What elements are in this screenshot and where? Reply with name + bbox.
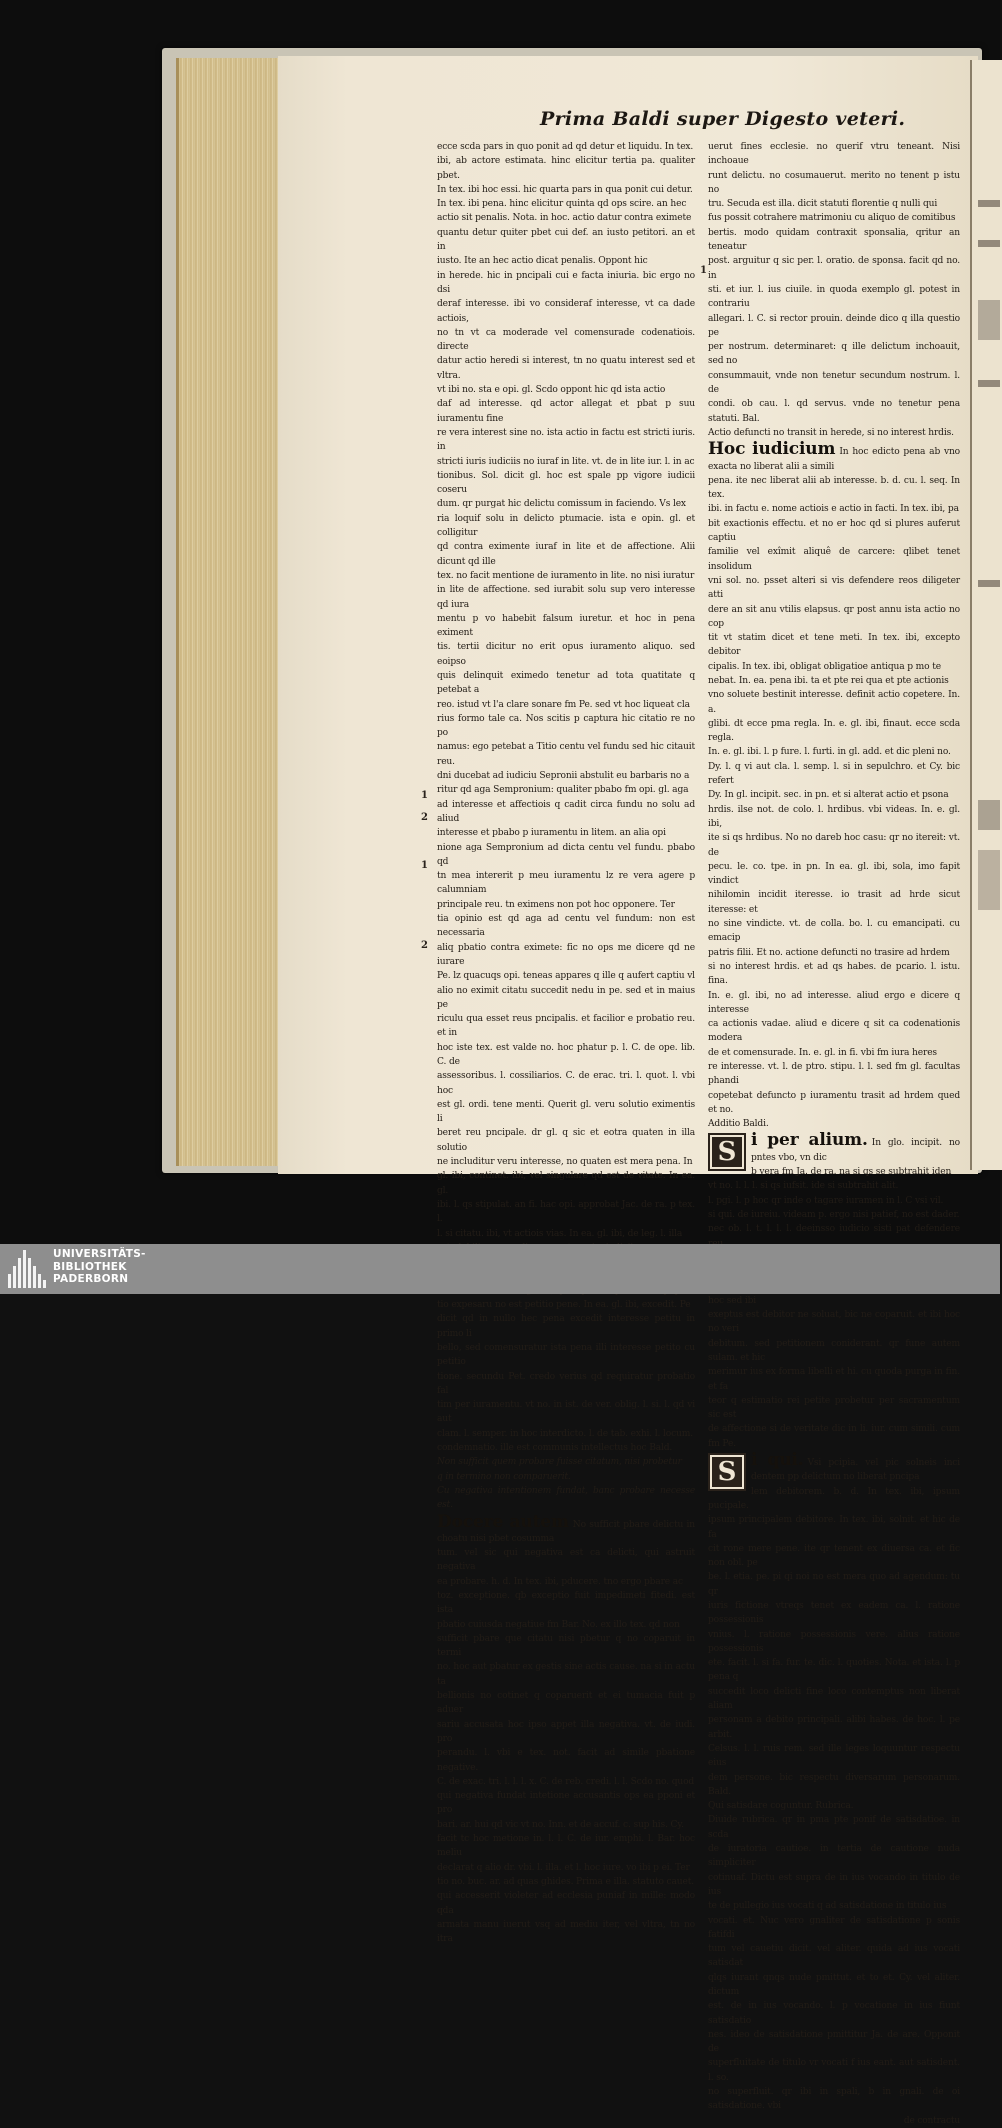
text-line: qui negativa fundat intetione accusantis ops ea pponi et pro bbox=[437, 1791, 695, 1816]
text-line: dum. qr purgat hic delictu comissum in faciendo. Vs lex bbox=[437, 499, 686, 510]
text-line: vt ibi no. sta e opi. gl. Scdo oppont hic qd ista actio bbox=[437, 385, 666, 396]
text-line: ea probare. h. d. In tex. ibi, pducere. tno ergo pbare ac bbox=[437, 1576, 683, 1587]
text-line: armata manu iuerut vsq ad mediu iter, vel vltra, tn no itra bbox=[437, 1919, 695, 1945]
text-line: cit rone mere pene. ite qr tenent ex diuersa ca. et fic non obl. pe bbox=[708, 1543, 960, 1569]
text-line: perandu. l. vbi e tex. not. facit ad simile pbatione negative. bbox=[437, 1748, 695, 1773]
text-line: teor q estimatio rei petite probetur per sacramentum sic est bbox=[708, 1395, 960, 1421]
section-lemma: i qui. bbox=[751, 1450, 804, 1471]
text-line: no sine vindicte. vt. de colla. bo. l. cu emancipati. cu emacip bbox=[708, 919, 960, 944]
text-line: tionibus. Sol. dicit gl. hoc est spale pp vigore iudicii coseru bbox=[437, 470, 695, 496]
text-line: runt delictu. no cosumauerut. merito no tenent p istu no bbox=[708, 170, 960, 195]
text-line: In tex. ibi pena. hinc elicitur quinta qd ops scire. an hec bbox=[437, 199, 687, 210]
text-line: condemnatio. ille est communis intellectus hoc Bald. bbox=[437, 1443, 673, 1454]
text-line: merimur ius ex forma libelli et hi. cu quoda purga in fin. et fa bbox=[708, 1367, 960, 1392]
text-line: interesse et pbabo p iuramentu in litem. an alia opi bbox=[437, 828, 666, 839]
text-line: stricti iuris iudiciis no iuraf in lite. vt. de in lite iur. l. in ac bbox=[437, 456, 695, 467]
text-line: cipalis. In tex. ibi, obligat obligatioe antiqua p mo te bbox=[708, 661, 941, 672]
text-line: alio no eximit citatu succedit nedu in pe. sed et in maius pe bbox=[437, 985, 695, 1010]
text-line: nec ob. l. t. l. l. l. deeinsso iudicio sisti pat defendere bbox=[708, 1224, 960, 1235]
text-line: mentu p vo habebit falsum iuretur. et hoc in pena eximent bbox=[437, 613, 695, 639]
text-line: nihilomin incidit iteresse. io trasit ad hrde sicut iteresse: et bbox=[708, 890, 960, 915]
text-line: nebat. In. ea. pena ibi. ta et pte rei qua et pte actionis bbox=[708, 675, 949, 686]
text-line: namus: ego petebat a Titio centu vel fundu sed hic citauit reu. bbox=[437, 742, 695, 767]
text-line: clam. l. semper. in hoc interdicto. l. de tab. exhi. l. locum. bbox=[437, 1428, 693, 1439]
library-name bbox=[53, 1248, 146, 1286]
text-line: hoc sed ibi bbox=[708, 1295, 757, 1306]
text-line: ritur qd aga Sempronium: qualiter pbabo fm opi. gl. aga bbox=[437, 785, 689, 796]
text-line: bit exactionis effectu. et no er hoc qd si plures auferut captiu bbox=[708, 518, 960, 544]
text-line: beret reu pncipale. dr gl. q sic et eotra quaten in illa solutio bbox=[437, 1128, 695, 1153]
text-line: iusto. Ite an hec actio dicat penalis. Oppont hic bbox=[437, 256, 648, 267]
text-line: gl. ibi, continet. ibi, vel singulare qd est de vitate. In ea. gl. bbox=[437, 1171, 695, 1196]
text-line: tio expesaru no est petitio pene. In ea. gl. ibi, excedit. Pe bbox=[437, 1300, 691, 1311]
text-line: ibi. in factu e. nome actiois e actio in facti. In tex. ibi, pa bbox=[708, 504, 959, 515]
text-line: Celsus. l. l. ruis rem. sed ille leges loquuntur respectu eius bbox=[708, 1743, 960, 1769]
text-line: de affectione si de veritate dic in li. iur. cum simili. cum fm Pe. bbox=[708, 1424, 960, 1449]
text-line: bari. ar. hui qd vic vt no. Inn. et de accuf. c. sup his. Cy. bbox=[437, 1819, 684, 1830]
text-line: cotinuaf. Dictu est supra de in ius vocando in titulo de ius bbox=[708, 1872, 960, 1897]
text-line: per nostrum. determinaret: q ille delictum inchoauit, sed no bbox=[708, 342, 960, 367]
text-line: uerut fines ecclesie. no querif vtru teneant. Nisi inchoaue bbox=[708, 142, 960, 167]
decorated-initial: S bbox=[708, 1453, 746, 1491]
text-line: te de pullegio ius vocati q ad satisdatione in titulo ius bbox=[708, 1901, 947, 1912]
section-heading bbox=[708, 1450, 960, 1488]
text-line: tis. tertii dicitur no erit opus iuramento aliquo. sed eoipso bbox=[437, 642, 695, 667]
text-line: quis delinquit eximedo tenetur ad tota quatitate q petebat a bbox=[437, 670, 695, 696]
margin-mark: 2 bbox=[421, 940, 428, 951]
text-line: in lite de affectione. sed iurabit solu sup vero interesse qd iura bbox=[437, 585, 695, 610]
text-line: tex. no facit mentione de iuramento in lite. no nisi iuratur bbox=[437, 570, 695, 581]
right-text-column bbox=[708, 140, 960, 2126]
text-line: iuris fictione vtreqs tenet ex eadem ca. l. ratione possessionis bbox=[708, 1600, 960, 1626]
text-line: vno soluete bestinit interesse. definit actio copetere. In. a. bbox=[708, 690, 960, 715]
text-line: de et comensurade. In. e. gl. in fi. vbi fm iura heres bbox=[708, 1047, 937, 1058]
text-line: hoc iste tex. est valde no. hoc phatur p. l. C. de ope. lib. C. de bbox=[437, 1042, 695, 1067]
facing-page-fragment bbox=[970, 60, 1002, 1170]
library-name-line: BIBLIOTHEK bbox=[53, 1260, 127, 1273]
text-line: b vera fm Ja. de ra. na si qs se subtrahit iden bbox=[751, 1167, 952, 1178]
text-line: no tn vt ca moderade vel comensurade codenatiois. directe bbox=[437, 327, 695, 353]
text-line: pena. ite nec liberat alii ab interesse. b. d. cu. l. seq. In tex. bbox=[708, 475, 960, 501]
text-line: In. e. gl. ibi, no ad interesse. aliud ergo e dicere q interesse bbox=[708, 990, 960, 1015]
text-line: C. de exac. tri. l. l. l. x. C. de reb. credi. l. l. Scdo no. quod bbox=[437, 1776, 695, 1787]
text-line: Pe. lz quacuqs opi. teneas appares q ille q aufert captiu vl bbox=[437, 971, 695, 982]
library-footer bbox=[0, 1244, 1000, 1294]
text-line: bertis. modo quidam contraxit sponsalia, qritur an teneatur bbox=[708, 227, 960, 253]
section-heading bbox=[708, 1130, 960, 1168]
text-line: dere an sit anu vtilis elapsus. qr post annu ista actio no cop bbox=[708, 604, 960, 629]
text-line: sariu accusata hoc ipso appet illa negativa. vt. de iudi. pro bbox=[437, 1719, 695, 1744]
text-line: dni ducebat ad iudiciu Sepronii abstulit eu barbaris no a bbox=[437, 771, 690, 782]
text-line: Dy. l. q vi aut cla. l. semp. l. si in sepulchro. et Cy. bic refert bbox=[708, 761, 960, 787]
summary-line: Cu negativa intentionem fundat, banc probare necesse est. bbox=[437, 1485, 695, 1511]
text-line: de iuratoria cautioe. in tertia de cautione nuda simpliciter bbox=[708, 1844, 960, 1869]
text-line: ete. facit. l. si fa. fur. te. dic. l. quoties. Nota. et ista. l. p pena q bbox=[708, 1658, 960, 1683]
text-line: datur actio heredi si interest, tn no quatu interest sed et vltra. bbox=[437, 356, 695, 381]
library-logo-icon bbox=[8, 1250, 48, 1288]
section-summary: In hoc edicto pena ab vno exacta no liberat alii a simili bbox=[708, 447, 960, 472]
text-line: no superfluit. qr ibi in spali, b in gnali. de oi satisdatione. vbi bbox=[708, 2087, 960, 2112]
text-line: ibi, ab actore estimata. hinc elicitur tertia pa. qualiter pbet. bbox=[437, 156, 695, 181]
text-line: vni sol. no. psset alteri si vis defendere reos diligeter atti bbox=[708, 575, 960, 601]
section-heading bbox=[437, 1513, 695, 1547]
text-line: Diuide rubrica. qr in pma pte ponif de satisdatioe. in scda bbox=[708, 1815, 960, 1840]
text-line: tn mea intererit p meu iuramentu lz re vera agere p calumniam bbox=[437, 871, 695, 896]
text-line: in herede. hic in pncipali cui e facta iniuria. bic ergo no dsi bbox=[437, 270, 695, 295]
text-line: Actio defuncti no transit in herede, si no interest hrdis. bbox=[708, 427, 954, 438]
text-line: consummauit, vnde non tenetur secundum nostrum. l. de bbox=[708, 370, 960, 396]
text-line: facit tc hoc metione in. l. l. C. de iur. emphi. l. Bar. hoc meliu bbox=[437, 1834, 695, 1859]
text-line: declarat q alio dr. vbi. l. illa. et l. hoc iure. vo ibi p ei. Ter bbox=[437, 1862, 690, 1873]
text-line: ne includitur veru interesse, no quaten est mera pena. In bbox=[437, 1157, 693, 1168]
text-line: exeptus est debitor ne soluat, bic ne coparuit. et ibi hoc no veri bbox=[708, 1310, 960, 1335]
text-line: no. hoc aut pbatur ex gestis sine actis cause. na si in actu ta bbox=[437, 1662, 695, 1687]
text-line: deraf interesse. ibi vo consideraf interesse, vt ca dade actiois, bbox=[437, 299, 695, 324]
text-line: Dy. In gl. incipit. sec. in pn. et si alterat actio et psona bbox=[708, 790, 949, 801]
text-line: hrdis. ilse not. de colo. l. hrdibus. vbi videas. In. e. gl. ibi, bbox=[708, 804, 960, 829]
left-text-column bbox=[437, 140, 696, 1945]
text-line: bellionis no cotinet q coparuerit et ei tumacia fuit p aduer bbox=[437, 1691, 695, 1716]
text-line: tia opinio est qd aga ad centu vel fundum: non est necessaria bbox=[437, 914, 695, 939]
text-line: vt no. l. l. l. si qs iufsit. ide si subtrahit alit. bbox=[708, 1181, 899, 1192]
text-line: ite si qs hrdibus. No no dareb hoc casu: qr no itereit: vt. de bbox=[708, 833, 960, 858]
text-line: tit vt statim dicet et tene meti. In tex. ibi, excepto debitor bbox=[708, 633, 960, 658]
text-line: superfluitate de titulo vr vocati f ius eant. aut satisdent. l. so. bbox=[708, 2058, 960, 2083]
text-line: nione aga Sempronium ad dicta centu vel fundu. pbabo qd bbox=[437, 842, 695, 867]
text-line: Qui satisdare coguntur. Rubrica. bbox=[708, 1801, 854, 1812]
text-line: re interesse. vt. l. de ptro. stipu. l. l. sed fm gl. facultas phandi bbox=[708, 1062, 960, 1087]
text-line: dicit qd in nullo hec pena excedit interesse petitu in primo li bbox=[437, 1314, 695, 1339]
text-line: l. si citatu. ibi, vt actiois vias. In ea. gl. ibi, de leg. l. illa bbox=[437, 1228, 683, 1239]
text-line: ibi. l. qs stipulat. an fi. hac opi. approbat Jac. de ra. p tex. l. bbox=[437, 1199, 695, 1225]
section-lemma: Docere autem bbox=[437, 1511, 569, 1532]
text-line: condi. ob cau. l. qd servus. vnde no tenetur pena statuti. Bal. bbox=[708, 399, 960, 424]
text-line: tru. Secuda est illa. dicit statuti florentie q nulli qui bbox=[708, 199, 938, 210]
text-line: sti. et iur. l. ius ciuile. in quoda exemplo gl. potest in contrariu bbox=[708, 284, 960, 310]
text-line: nes. ideo de satisdatione pmittitur Ja. de are. Opponit de bbox=[708, 2029, 960, 2055]
text-line: bello, sed comensuratur ista pena illi interesse petito cu petitio bbox=[437, 1342, 695, 1368]
text-line: sufficit pbare que citatu nisi pbetur q no coparuit in termi bbox=[437, 1633, 695, 1659]
text-line: rius formo tale ca. Nos scitis p captura hic citatio re no po bbox=[437, 713, 695, 739]
text-line: si no interest hrdis. et ad qs habes. de pcario. l. istu. fina. bbox=[708, 961, 960, 987]
text-line: succedit loco delicti fine loco contemptus non liberat aliam bbox=[708, 1686, 960, 1712]
text-line: quantu detur quiter pbet cui def. an iusto petitori. an et in bbox=[437, 227, 695, 253]
library-name-line: UNIVERSITÄTS- bbox=[53, 1248, 146, 1260]
text-line: ria loquif solu in delicto ptumacie. ista e opin. gl. et colligitur bbox=[437, 513, 695, 539]
text-line: est gl. ordi. tene menti. Querit gl. veru solutio eximentis li bbox=[437, 1099, 695, 1125]
text-line: Additio Baldi. bbox=[708, 1119, 769, 1130]
decorated-initial: S bbox=[708, 1133, 746, 1171]
text-line: ca actionis vadae. aliud e dicere q sit ca codenationis modera bbox=[708, 1019, 960, 1044]
text-line: riculu qua esset reus pncipalis. et facilior e probatio reu. et in bbox=[437, 1014, 695, 1039]
library-name-line: PADERBORN bbox=[53, 1273, 129, 1285]
text-line: tio no. buc. ar. ad quas ghides. Prima e illa. statuto cauet. bbox=[437, 1876, 694, 1887]
margin-mark: 2 bbox=[421, 812, 428, 823]
text-line: qui accesserit violeter ad ecclesia puniaf in mille: modo qda bbox=[437, 1891, 695, 1916]
text-line: qd contra eximente iuraf in lite et de affectione. Alii dicunt qd ille bbox=[437, 542, 695, 567]
margin-mark: 1 bbox=[421, 790, 428, 801]
text-line: In tex. ibi hoc essi. hic quarta pars in qua ponit cui detur. bbox=[437, 184, 693, 195]
text-line: fus possit cotrahere matrimoniu cu aliquo de comitibus bbox=[708, 213, 956, 224]
section-summary: No sufficit pbare delictu in choatu nisi pbet cosumma bbox=[437, 1519, 696, 1544]
text-line: re vera interest sine no. ista actio in factu est stricti iuris. in bbox=[437, 427, 695, 453]
summary-line: Non sufficit quem probare fuisse citatum, nisi probetur bbox=[437, 1457, 682, 1468]
text-line: tim per iuramentu. vt no. in ist. de ver. oblig. l. si. l. qd vi aut bbox=[437, 1400, 695, 1425]
summary-line: q in termino non comparuerit. bbox=[437, 1471, 571, 1482]
text-line: copetebat defuncto p iuramentu trasit ad hrdem qued et no. bbox=[708, 1090, 960, 1115]
catchword: de contractu bbox=[903, 2115, 960, 2126]
section-summary: Vsi pcipia. vel pic solneis inci dentem pp delictum no liberat pncipa bbox=[751, 1458, 960, 1483]
text-line: assessoribus. l. cossiliarios. C. de erac. tri. l. quot. l. vbi hoc bbox=[437, 1071, 695, 1096]
margin-mark: 1 bbox=[421, 860, 428, 871]
text-line: toz. exceptione. qb exceptio fuit impedimeti fitedi. est ista bbox=[437, 1590, 695, 1616]
text-line: ad interesse et affectiois q cadit circa fundu no solu ad aliud bbox=[437, 799, 695, 824]
text-line: tione. secundu Pet. credo verius qd requiratur probatio fal bbox=[437, 1371, 695, 1396]
section-lemma: i per alium. bbox=[751, 1130, 868, 1151]
text-line: personam a debito principali. alibi habes. de hoc. l. pe arbit. bbox=[708, 1715, 960, 1740]
text-line: allegari. l. C. si rector prouin. deinde dico q illa questio pe bbox=[708, 313, 960, 338]
section-summary: In glo. incipit. no pntes vbo, vn dic bbox=[751, 1138, 960, 1163]
text-line: be. l. etia. pe. pi qi noi no est mera quo ad agendum: tu qr bbox=[708, 1572, 960, 1597]
text-line: qlqs iurant qnqs nude pmittut. et to et. Cy. vel aliter. dictum bbox=[708, 1972, 960, 1997]
margin-mark: 1 bbox=[700, 265, 707, 276]
text-line: ecce scda pars in quo ponit ad qd detur et liquidu. In tex. bbox=[437, 142, 694, 152]
text-line: pecu. le. co. tpe. in pn. In ea. gl. ibi, sola, imo fapit vindict bbox=[708, 861, 960, 887]
text-line: glibi. dt ecce pma regla. In. e. gl. ibi, finaut. ecce scda regla. bbox=[708, 718, 960, 744]
text-line: patris filii. Et no. actione defuncti no trasire ad hrdem bbox=[708, 947, 950, 958]
running-head: Prima Baldi super Digesto veteri. bbox=[540, 108, 906, 130]
text-line: principale reu. tn eximens non pot hoc opponere. Ter bbox=[437, 899, 675, 910]
page-edges bbox=[176, 58, 283, 1166]
text-line: si qui. de iureiu. videam p. ergo nisi patief, no est dader. bbox=[708, 1209, 960, 1220]
text-line: tum. vel sic qui negativa est ca delicti, qui astruit negativa bbox=[437, 1548, 695, 1573]
text-line: actio sit penalis. Nota. in hoc. actio datur contra eximete bbox=[437, 213, 692, 224]
text-line: tum vel cauetiu dicit. vel aliter. quida ad ius vocati satisdat bbox=[708, 1944, 960, 1969]
text-line: debitum. sed petitionem coniderant. qr fune autem sulam. et hic bbox=[708, 1338, 960, 1363]
text-line: post. arguitur q sic per. l. oratio. de sponsa. facit qd no. in bbox=[708, 256, 960, 281]
section-lemma: Hoc iudicium bbox=[708, 439, 836, 460]
text-line: pbatio cuiusda negatiue fm Bar. No. ex illo tex. qd non bbox=[437, 1619, 680, 1630]
text-line: ipsum principalem debitore. In tex. ibi, solnit. et hic de fa bbox=[708, 1515, 960, 1540]
text-line: dem persone. bic respectu diversarum personarum. Bald. bbox=[708, 1772, 960, 1797]
text-line: aliq pbatio contra eximete: fic no ops me dicere qd ne iurare bbox=[437, 942, 695, 967]
text-line: lem debitorem. b. d. In tex. ibi, ipsum pucipale. bbox=[708, 1486, 960, 1511]
text-line: vocati. et. Nuc vero gnaliter de satisdatione p sonis fatifdi bbox=[708, 1915, 960, 1940]
section-heading bbox=[708, 440, 960, 474]
text-line: l. pgi. l. p hoc qr inde o tagare iuramen in l. C vsi vil. bbox=[708, 1195, 944, 1206]
text-line: est. de in ius vocando. l. p vocatione in ius fiunt satisdatio bbox=[708, 2001, 960, 2026]
text-line: reo. istud vt l'a clare sonare fm Pe. sed vt hoc liqueat cla bbox=[437, 699, 690, 710]
text-line: familie vel exîmit aliquê de carcere: qlibet tenet insolidum bbox=[708, 547, 960, 572]
text-line: vnius. l. ratione possessionis vere. alius ratione possessionis bbox=[708, 1629, 960, 1654]
text-line: daf ad interesse. qd actor allegat et pbat p suu iuramentu fine bbox=[437, 399, 695, 424]
text-line: In. e. gl. ibi. l. p fure. l. furti. in gl. add. et dic pleni no. bbox=[708, 747, 951, 758]
